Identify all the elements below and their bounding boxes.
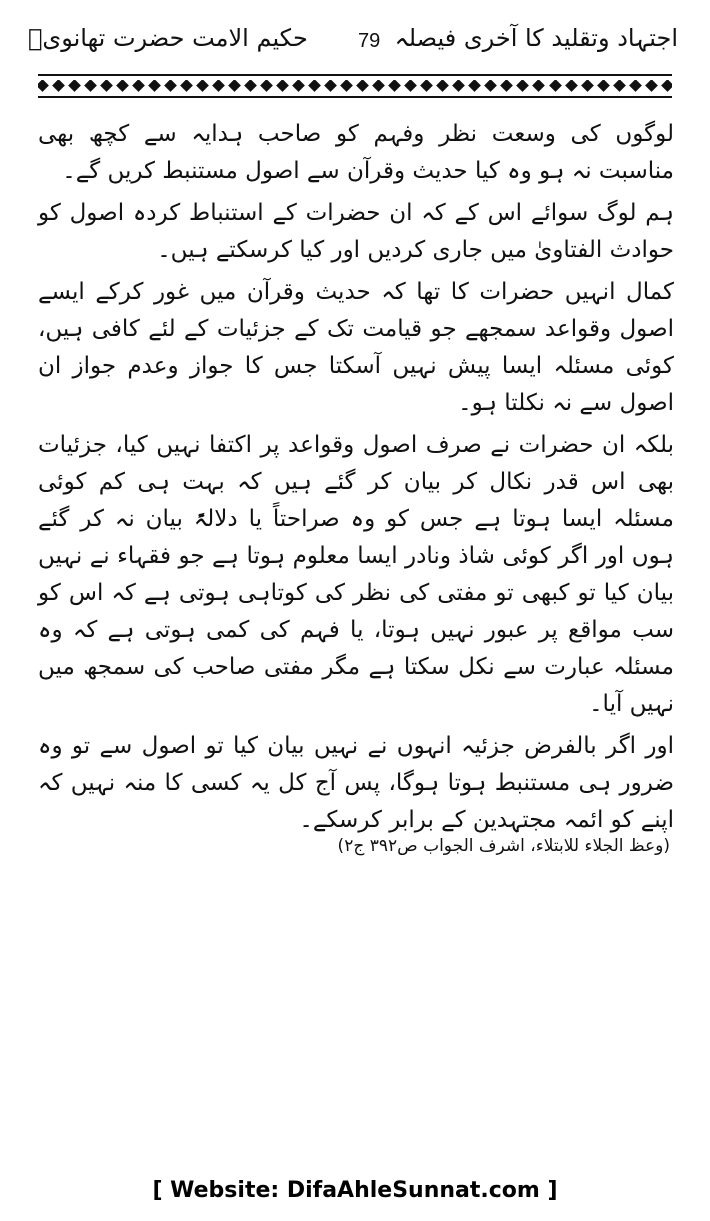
paragraph: لوگوں کی وسعت نظر وفہم کو صاحب ہدایہ سے کچھ بھی مناسبت نہ ہو وہ کیا حدیث وقرآن سے اصول مستنبط کریں گے۔	[38, 121, 674, 184]
divider-line-top	[38, 74, 672, 76]
diamond-ornament	[469, 80, 482, 92]
page-number: 79	[358, 30, 381, 52]
diamond-ornament	[164, 80, 177, 92]
diamond-ornament	[324, 80, 337, 92]
diamond-ornament	[453, 80, 466, 92]
diamond-ornament	[356, 80, 369, 92]
diamond-ornament	[629, 80, 642, 92]
diamond-ornament	[228, 80, 241, 92]
diamond-ornament	[421, 80, 434, 92]
paragraph: کمال انہیں حضرات کا تھا کہ حدیث وقرآن میں غور کرکے ایسے اصول وقواعد سمجھے جو قیامت تک کے جزئیات کے لئے کافی ہیں، کوئی مسئلہ ایسا پیش نہیں آسکتا جس کا جواز وعدم جواز ان اصول سے نہ نکلتا ہو۔	[38, 279, 674, 416]
diamond-ornament	[549, 80, 562, 92]
diamond-ornament	[148, 80, 161, 92]
diamond-ornament	[437, 80, 450, 92]
diamond-ornament	[308, 80, 321, 92]
website-footer: [ Website: DifaAhleSunnat.com ]	[152, 1178, 558, 1203]
book-title: اجتہاد وتقلید کا آخری فیصلہ	[394, 24, 678, 52]
diamond-ornament	[244, 80, 257, 92]
diamond-ornament	[212, 80, 225, 92]
paragraph: ہم لوگ سوائے اس کے کہ ان حضرات کے استنباط کردہ اصول کو حوادث الفتاویٰ میں جاری کردیں اور کیا کرسکتے ہیں۔	[38, 200, 674, 263]
diamond-ornament	[404, 80, 417, 92]
diamond-ornament	[260, 80, 273, 92]
diamond-ornament	[276, 80, 289, 92]
paragraph: اور اگر بالفرض جزئیہ انہوں نے نہیں بیان کیا تو اصول سے تو وہ ضرور ہی مستنبط ہوتا ہوگا، پس آج کل یہ کسی کا منہ نہیں کہ اپنے کو ائمہ مجتہدین کے برابر کرسکے۔	[38, 733, 674, 833]
diamond-ornament	[501, 80, 514, 92]
diamond-border	[38, 80, 672, 92]
body-text	[38, 116, 674, 844]
diamond-ornament	[68, 80, 81, 92]
diamond-ornament	[100, 80, 113, 92]
diamond-ornament	[388, 80, 401, 92]
diamond-ornament	[597, 80, 610, 92]
diamond-ornament	[180, 80, 193, 92]
diamond-ornament	[84, 80, 97, 92]
source-reference: (وعظ الجلاء للابتلاء، اشرف الجواب ص۳۹۲ ج۲)	[337, 836, 670, 856]
diamond-ornament	[565, 80, 578, 92]
diamond-ornament	[581, 80, 594, 92]
diamond-ornament	[116, 80, 129, 92]
diamond-ornament	[38, 80, 49, 92]
diamond-ornament	[517, 80, 530, 92]
diamond-ornament	[613, 80, 626, 92]
diamond-ornament	[292, 80, 305, 92]
paragraph: بلکہ ان حضرات نے صرف اصول وقواعد پر اکتفا نہیں کیا، جزئیات بھی اس قدر نکال کر بیان کر گئے ہیں کہ بہت ہی کم کوئی مسئلہ ایسا ہوتا ہے جس کو وہ صراحتاً یا دلالۃً بیان نہ کر گئے ہوں اور اگر کوئی شاذ ونادر ایسا معلوم ہوتا ہے جو فقہاء نے نہیں بیان کیا تو کبھی تو مفتی کی نظر کی کوتاہی ہوتی ہے کہ اس کو سب مواقع پر عبور نہیں ہوتا، یا فہم کی کمی ہوتی ہے کہ وہ مسئلہ عبارت سے نکل سکتا ہے مگر مفتی صاحب کی سمجھ میں نہیں آیا۔	[38, 432, 674, 717]
diamond-ornament	[645, 80, 658, 92]
ornamental-divider	[38, 74, 672, 104]
author-name: حکیم الامت حضرت تھانویؒ	[28, 24, 308, 52]
diamond-ornament	[661, 80, 672, 92]
diamond-ornament	[533, 80, 546, 92]
diamond-ornament	[485, 80, 498, 92]
page-header	[28, 18, 678, 68]
diamond-ornament	[196, 80, 209, 92]
divider-line-bottom	[38, 96, 672, 98]
diamond-ornament	[132, 80, 145, 92]
diamond-ornament	[340, 80, 353, 92]
diamond-ornament	[52, 80, 65, 92]
diamond-ornament	[372, 80, 385, 92]
